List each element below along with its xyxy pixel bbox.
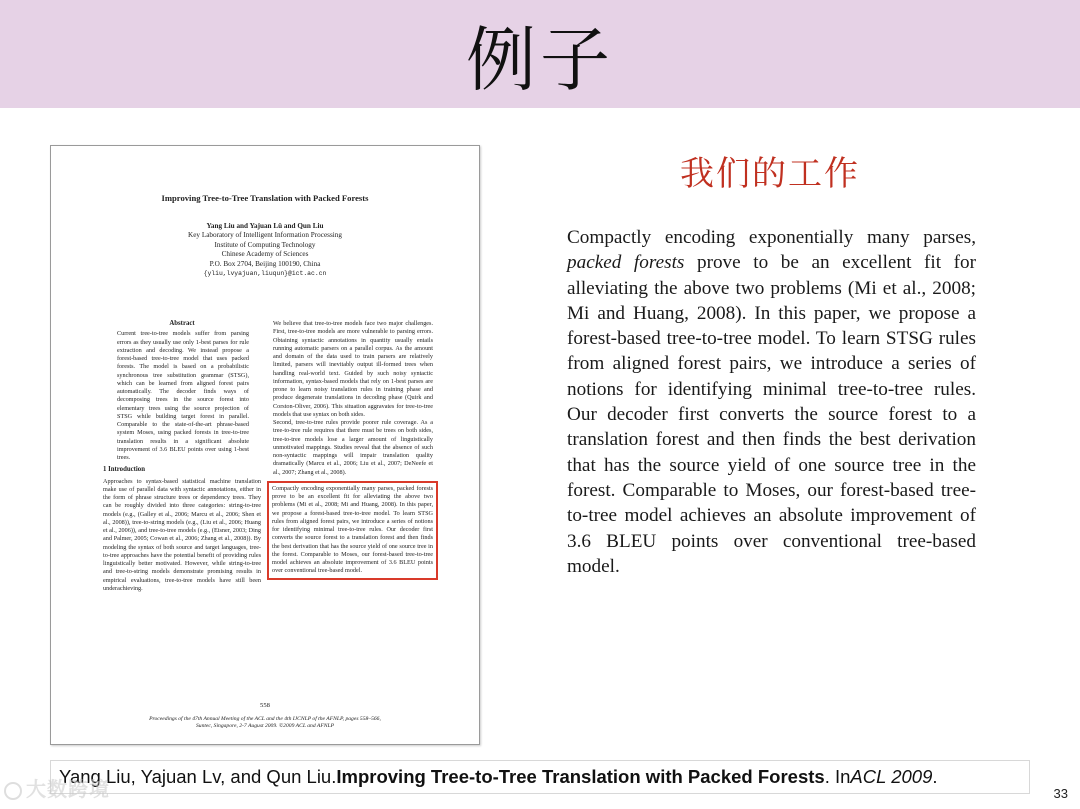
intro-text: Approaches to syntax-based statistical machine translation make use of parallel data with syntactic annotations, either in the form of phrase structure trees or dependency trees. They can be roughly divided into three categories: string-to-tree models (e.g., (Galley et al., 2006; Marcu et al., 2006; Shen et al., 2008)), tree-to-string models (e.g., (Liu et al., 2006; Huang et al., 2006)), and tree-to-tree models (e.g., (Eisner, 2003; Ding and Palmer, 2005; Cowan et al., 2006; Zhang et al., 2008)). By modeling the syntax of both source and target languages, tree-to-tree approaches have the potential benefit of providing rules linguistically better motivated. However, while string-to-tree and tree-to-string models demonstrate promising results in empirical evaluations, tree-to-tree models have still been underachieving. [103,477,261,592]
paper-footer [101,716,429,730]
paper-email: {yliu,lvyajuan,liuqun}@ict.ac.cn [203,270,327,278]
section-heading: 1 Introduction [103,466,145,474]
excerpt-text: Compactly encoding exponentially many parses, [567,227,976,248]
slide-page-number: 33 [1053,786,1068,801]
paper-page-number: 558 [260,702,270,709]
paper-page-image [50,145,480,745]
slide-title: 例子 [466,18,614,101]
paper-left-column [103,320,261,593]
paper-footer-line: Proceedings of the 47th Annual Meeting of the ACL and the 4th IJCNLP of the AFNLP, pages 558–566, [149,716,381,722]
boxed-paragraph: Compactly encoding exponentially many parses, packed forests prove to be an excellent fit for alleviating the above two problems (Mi et al., 2008; Mi and Huang, 2008). In this paper, we propose a forest-based tree-to-tree model. To learn STSG rules from aligned forest pairs, we introduce a series of notions for identifying minimal tree-to-tree rules. Our decoder first converts the source forest to a translation forest and then finds the best derivation that has the source yield of one source tree in the forest. Comparable to Moses, our forest-based tree-to-tree model achieves an absolute improvement of 3.6 BLEU points over conventional tree-based model. [272,484,433,575]
watermark-logo [4,773,110,802]
paper-authors: Yang Liu and Yajuan Lü and Qun Liu [206,222,324,230]
citation-venue: ACL 2009 [850,766,933,787]
our-work-heading: 我们的工作 [680,154,860,194]
abstract-text: Current tree-to-tree models suffer from parsing errors as they usually use only 1-best parses for rule extraction and decoding. We instead propose a forest-based tree-to-tree model that uses packed forests. The model is based on a probabilistic synchronous tree substitution grammar (STSG), which can be learned from aligned forest pairs automatically. The decoder finds ways of decomposing trees in the source forest into elementary trees using the source projection of STSG while building target forest in parallel. Comparable to the state-of-the-art phrase-based system Moses, using packed forests in tree-to-tree translation results in a significant absolute improvement of 3.6 BLEU points over using 1-best trees. [117,330,249,461]
excerpt-paragraph [567,225,976,579]
excerpt-text: prove to be an excellent fit for alleviating the above two problems (Mi et al., 2008; Mi and Huang, 2008). In this paper, we propose a forest-based tree-to-tree model. To learn STSG rules from aligned forest pairs, we introduce a series of notions for identifying minimal tree-to-tree rules. Our decoder first converts the source forest to a translation forest and then finds the best derivation that has the source yield of one source tree in the forest. Comparable to Moses, our forest-based tree-to-tree model achieves an absolute improvement of 3.6 BLEU points over conventional tree-based model. [567,252,976,577]
citation-end: . [932,766,938,787]
citation-in: . In [824,766,851,787]
paper-right-column [273,320,433,580]
excerpt-emphasis: packed forests [567,252,685,274]
citation-authors: Yang Liu, Yajuan Lv, and Qun Liu. [59,766,337,787]
paper-title: Improving Tree-to-Tree Translation with Packed Forests [161,193,369,203]
citation-title: Improving Tree-to-Tree Translation with Packed Forests [336,766,825,787]
paper-affiliation-line: Chinese Academy of Sciences [221,250,309,259]
title-bar [0,0,1080,108]
paper-authors-block [51,222,479,278]
paper-footer-line: Suntec, Singapore, 2-7 August 2009. ©2009 ACL and AFNLP [195,723,335,729]
abstract-heading: Abstract [169,320,195,327]
paper-affiliation-line: P.O. Box 2704, Beijing 100190, China [209,259,321,268]
watermark-icon [4,782,22,800]
right-paragraph-1: We believe that tree-to-tree models face two major challenges. First, tree-to-tree models are more vulnerable to parsing errors. Obtaining syntactic annotations in quantity usually entails running automatic parsers on a parallel corpus. As the amount and domain of the data used to train parsers are relatively limited, parsers will inevitably output ill-formed trees when handling real-world text. Guided by such noisy syntactic information, syntax-based models that rely on 1-best parses are prone to learn noisy translation rules in training phase and produce degenerate translations in decoding phase (Quirk and Corston-Oliver, 2006). This situation aggravates for tree-to-tree models that use syntax on both sides. [273,320,433,418]
citation-box [50,760,1030,794]
paper-affiliation-line: Institute of Computing Technology [214,240,316,249]
highlight-box [267,481,438,580]
watermark-text: 大数跨境 [26,777,110,801]
paper-affiliation-line: Key Laboratory of Intelligent Information Processing [188,231,342,240]
right-paragraph-2: Second, tree-to-tree rules provide poorer rule coverage. As a tree-to-tree rule requires that there must be trees on both sides, tree-to-tree models lose a larger amount of linguistically unmotivated mappings. Studies reveal that the absence of such non-syntactic mappings will impair translation quality dramatically (Marcu et al., 2006; Liu et al., 2007; DeNeefe et al., 2007; Zhang et al., 2008). [273,419,433,476]
